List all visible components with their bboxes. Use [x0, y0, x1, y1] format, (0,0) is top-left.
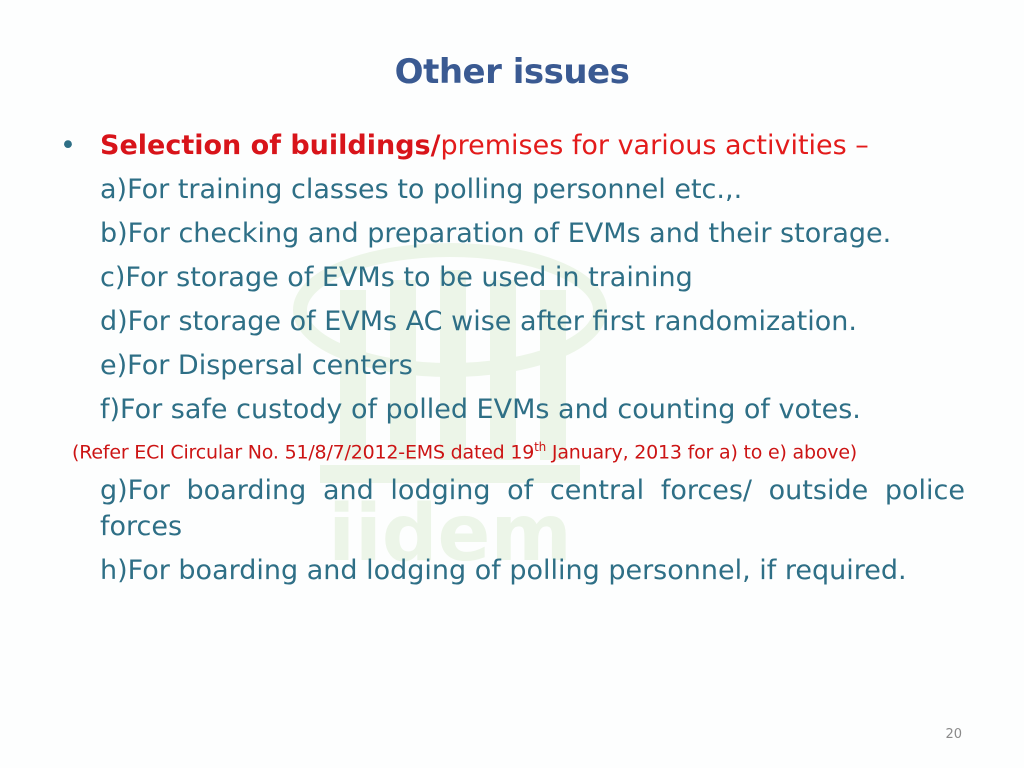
slide-content: [60, 128, 965, 589]
bullet-rest-text: premises for various activities –: [440, 130, 869, 161]
note-superscript: th: [534, 440, 547, 454]
bullet-icon: •: [60, 130, 76, 161]
note-text-before: (Refer ECI Circular No. 51/8/7/2012-EMS dated 19: [72, 441, 535, 464]
list-item-e: e)For Dispersal centers: [100, 350, 413, 381]
list-item-h: h)For boarding and lodging of polling personnel, if required.: [100, 555, 907, 587]
main-bullet: [60, 128, 965, 164]
list-item-a: a)For training classes to polling personnel etc.,.: [100, 174, 743, 205]
list-item-g: g)For boarding and lodging of central forces/ outside police forces: [100, 475, 965, 543]
list-item-f: f)For safe custody of polled EVMs and counting of votes.: [100, 394, 861, 425]
bullet-bold-text: Selection of buildings/: [100, 130, 441, 161]
slide-title: Other issues: [394, 52, 630, 92]
list-item-c: c)For storage of EVMs to be used in training: [100, 262, 693, 293]
circular-reference-note: [72, 434, 965, 465]
list-item-b: b)For checking and preparation of EVMs and their storage.: [100, 218, 892, 249]
note-text-after: January, 2013 for a) to e) above): [546, 441, 858, 464]
page-number: 20: [945, 727, 962, 742]
svg-text:iidem: iidem: [328, 489, 572, 579]
list-item-d: d)For storage of EVMs AC wise after first randomization.: [100, 306, 857, 337]
